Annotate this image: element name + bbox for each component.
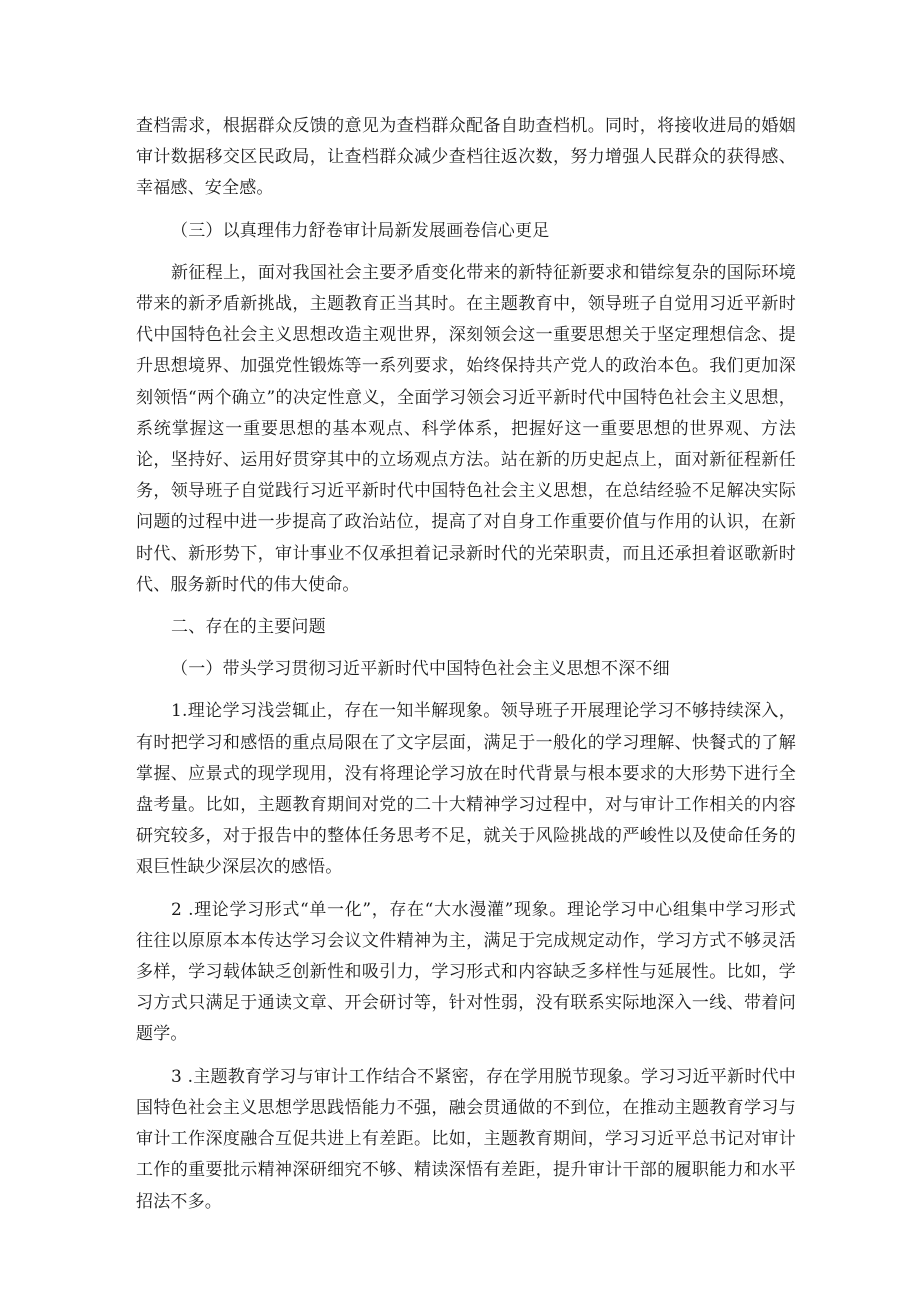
- paragraph-body: 新征程上，面对我国社会主要矛盾变化带来的新特征新要求和错综复杂的国际环境带来的新矛盾新挑战，主题教育正当其时。在主题教育中，领导班子自觉用习近平新时代中国特色社会主义思想改造主观世界，深刻领会这一重要思想关于坚定理想信念、提升思想境界、加强党性锻炼等一系列要求，始终保持共产党人的政治本色。我们更加深刻领悟“两个确立”的决定性意义，全面学习领会习近平新时代中国特色社会主义思想，系统掌握这一重要思想的基本观点、科学体系，把握好这一重要思想的世界观、方法论，坚持好、运用好贯穿其中的立场观点方法。站在新的历史起点上，面对新征程新任务，领导班子自觉践行习近平新时代中国特色社会主义思想，在总结经验不足解决实际问题的过程中进一步提高了政治站位，提高了对自身工作重要价值与作用的认识，在新时代、新形势下，审计事业不仅承担着记录新时代的光荣职责，而且还承担着讴歌新时代、服务新时代的伟大使命。: [136, 262, 796, 595]
- chapter-heading-problems: 二、存在的主要问题: [171, 617, 326, 638]
- paragraph-item-3: 3 .主题教育学习与审计工作结合不紧密，存在学用脱节现象。学习习近平新时代中国特色社会主义思想学思践悟能力不强，融会贯通做的不到位，在推动主题教育学习与审计工作深度融合互促共进上有差距。比如，主题教育期间，学习习近平总书记对审计工作的重要批示精神深研细究不够、精读深悟有差距，提升审计干部的履职能力和水平招法不多。: [136, 1066, 796, 1212]
- paragraph-item-2: 2 .理论学习形式“单一化”，存在“大水漫灌”现象。理论学习中心组集中学习形式往往以原原本本传达学习会议文件精神为主，满足于完成规定动作，学习方式不够灵活多样，学习载体缺乏创新性和吸引力，学习形式和内容缺乏多样性与延展性。比如，学习方式只满足于通读文章、开会研讨等，针对性弱，没有联系实际地深入一线、带着问题学。: [136, 899, 796, 1045]
- section-heading-3: （三）以真理伟力舒卷审计局新发展画卷信心更足: [171, 220, 550, 241]
- paragraph-continuation: 查档需求，根据群众反馈的意见为查档群众配备自助查档机。同时，将接收进局的婚姻审计数据移交区民政局，让查档群众减少查档往返次数，努力增强人民群众的获得感、幸福感、安全感。: [136, 116, 796, 199]
- section-heading-1: （一）带头学习贯彻习近平新时代中国特色社会主义思想不深不细: [171, 659, 670, 680]
- paragraph-item-1: 1.理论学习浅尝辄止，存在一知半解现象。领导班子开展理论学习不够持续深入，有时把学习和感悟的重点局限在了文字层面，满足于一般化的学习理解、快餐式的了解掌握、应景式的现学现用，没有将理论学习放在时代背景与根本要求的大形势下进行全盘考量。比如，主题教育期间对党的二十大精神学习过程中，对与审计工作相关的内容研究较多，对于报告中的整体任务思考不足，就关于风险挑战的严峻性以及使命任务的艰巨性缺少深层次的感悟。: [136, 701, 796, 878]
- document-body: [136, 111, 796, 1218]
